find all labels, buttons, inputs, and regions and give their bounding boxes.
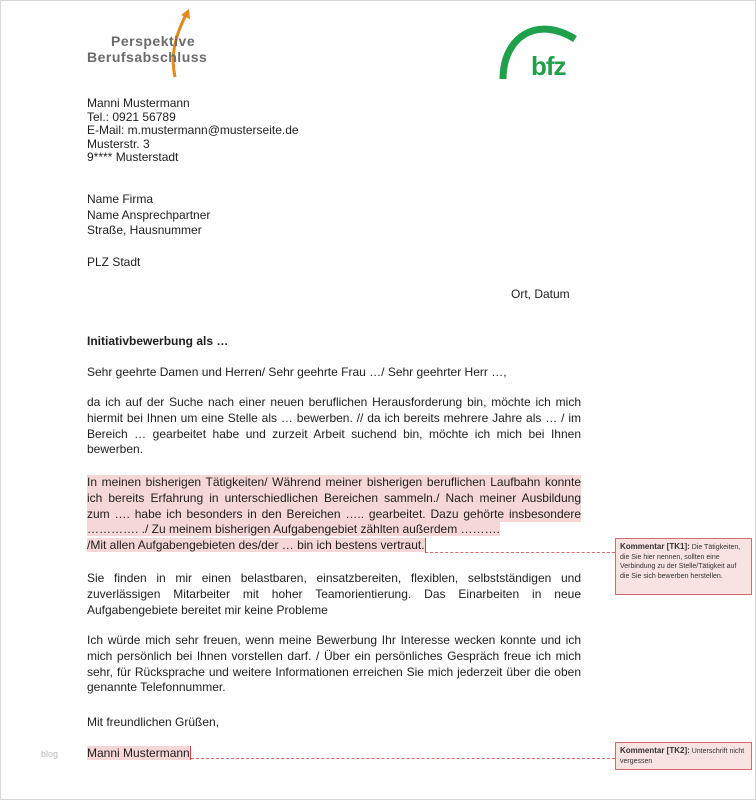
signature — [87, 746, 191, 760]
recipient-street: Straße, Hausnummer — [87, 223, 202, 237]
text-line: bewerben. — [87, 442, 144, 457]
sender-name: Manni Mustermann — [87, 96, 190, 110]
paragraph-intro — [87, 395, 581, 458]
sender-street: Musterstr. 3 — [87, 137, 150, 151]
watermark: blog — [41, 749, 59, 759]
bfz-text: bfz — [531, 51, 566, 81]
text-line: hiermit bei Ihnen um eine Stelle als … bewerben. // da ich bereits mehrere Jahre als … / im — [87, 410, 581, 425]
highlighted-line: …………. ./ Zu meinem bisherigen Aufgabengebiet zählten außerdem ………. — [87, 522, 500, 537]
highlighted-line: /Mit allen Aufgabengebieten des/der … bin ich bestens vertraut. — [87, 538, 425, 553]
comment-text: Unterschrift nicht vergessen — [620, 748, 745, 765]
closing-greeting: Mit freundlichen Grüßen, — [87, 715, 220, 729]
highlighted-line: In meinen bisherigen Tätigkeiten/ Während meiner bisherigen beruflichen Laufbahn konnte — [87, 475, 581, 489]
recipient-company: Name Firma — [87, 192, 154, 206]
highlighted-line: zum …. habe ich besonders in den Bereichen ….. gearbeitet. Dazu gehörte insbesondere — [87, 506, 581, 521]
paragraph-qualities — [87, 571, 581, 618]
perspektive-logo — [87, 9, 227, 79]
text-line: genannte Telefonnummer. — [87, 680, 226, 695]
sender-city: 9**** Musterstadt — [87, 150, 179, 164]
subject-line: Initiativbewerbung als … — [87, 334, 229, 348]
recipient-contact: Name Ansprechpartner — [87, 208, 211, 222]
bfz-logo — [497, 17, 581, 85]
paragraph-experience — [87, 475, 581, 554]
comment-box-tk1[interactable] — [615, 538, 752, 595]
sender-tel: Tel.: 0921 56789 — [87, 110, 176, 124]
text-line: Ich würde mich sehr freuen, wenn meine Bewerbung Ihr Interesse wecken konnte und ich — [87, 633, 581, 647]
logo-line1: Perspektive — [111, 33, 196, 49]
text-line: Aufgabengebiete bereitet mir keine Probleme — [87, 602, 328, 617]
text-line: Sie finden in mir einen belastbaren, einsatzbereiten, flexiblen, selbstständigen und — [87, 571, 581, 585]
place-date: Ort, Datum — [511, 287, 570, 301]
sender-email: E-Mail: m.mustermann@musterseite.de — [87, 123, 299, 137]
text-line: sehr, für Rücksprache und weitere Informationen erreichen Sie mich jederzeit über die oben — [87, 664, 581, 679]
comment-connector — [191, 758, 615, 759]
signature-name: Manni Mustermann — [87, 746, 190, 760]
recipient-city: PLZ Stadt — [87, 255, 141, 269]
text-line: zuverlässigen Mitarbeiter mit hoher Teamorientierung. Das Einarbeiten in neue — [87, 586, 581, 601]
comment-text: Die Tätigkeiten, die Sie hier nennen, sollten eine Verbindung zu der Stelle/Tätigkeit auf die Sie sich bewerben herstellen. — [620, 544, 741, 580]
logo-line2: Berufsabschluss — [87, 49, 208, 65]
text-line: da ich auf der Suche nach einer neuen beruflichen Herausforderung bin, möchte ich mich — [87, 395, 581, 409]
comment-label: Kommentar [TK1]: — [620, 542, 690, 551]
text-line: mich persönlich bei Ihnen vorstellen darf. / Über ein persönliches Gespräch freue ich mich — [87, 648, 581, 663]
comment-box-tk2[interactable] — [615, 742, 752, 770]
comment-connector — [425, 552, 615, 553]
highlighted-line: ich bereits Erfahrung in unterschiedlichen Bereichen sammeln./ Nach meiner Ausbildung — [87, 490, 581, 505]
paragraph-closing — [87, 633, 581, 696]
text-line: Bereich … gearbeitet habe und zurzeit Arbeit suchend bin, möchte ich mich bei Ihnen — [87, 426, 581, 441]
salutation: Sehr geehrte Damen und Herren/ Sehr geehrte Frau …/ Sehr geehrter Herr …, — [87, 365, 507, 379]
comment-label: Kommentar [TK2]: — [620, 746, 690, 755]
